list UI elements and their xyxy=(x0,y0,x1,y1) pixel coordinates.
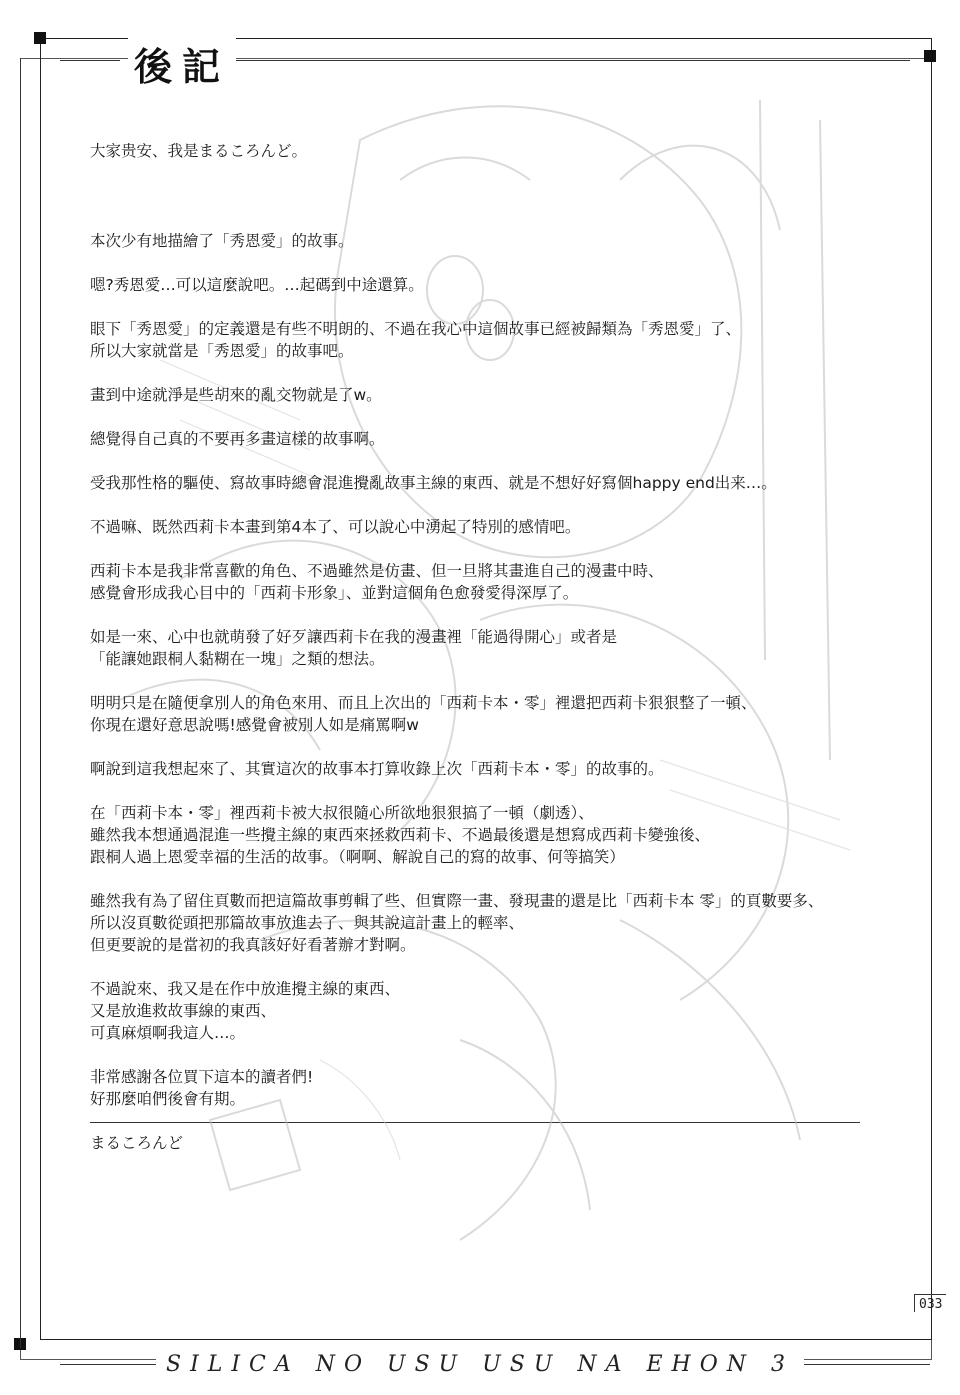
paragraph-line: 眼下「秀恩愛」的定義還是有些不明朗的、不過在我心中這個故事已經被歸類為「秀恩愛」了、 xyxy=(90,320,742,338)
paragraph xyxy=(90,626,930,670)
page-heading: 後記 xyxy=(128,36,236,91)
paragraph xyxy=(90,230,930,252)
footer-title: SILICA NO USU USU NA EHON 3 xyxy=(156,1352,804,1377)
paragraph-line: 雖然我有為了留住頁數而把這篇故事剪輯了些、但實際一畫、發現畫的還是比「西莉卡本 零」的頁數要多、 xyxy=(90,892,824,910)
paragraph xyxy=(90,692,930,736)
paragraph-line: 受我那性格的驅使、寫故事時總會混進攪亂故事主線的東西、就是不想好好寫個happy end出来…。 xyxy=(90,474,777,492)
paragraph-line: まるころんど xyxy=(90,1134,184,1152)
paragraph-line: 西莉卡本是我非常喜歡的角色、不過雖然是仿畫、但一旦將其畫進自己的漫畫中時、 xyxy=(90,562,664,580)
paragraph xyxy=(90,516,930,538)
paragraph-line: 畫到中途就淨是些胡來的亂交物就是了w。 xyxy=(90,386,382,404)
paragraph-line: 跟桐人過上恩愛幸福的生活的故事。（啊啊、解說自己的寫的故事、何等搞笑） xyxy=(90,848,625,866)
paragraph-line: 如是一來、心中也就萌發了好歹讓西莉卡在我的漫畫裡「能過得開心」或者是 xyxy=(90,628,618,646)
page-number: 033 xyxy=(914,1294,946,1312)
paragraph xyxy=(90,802,930,868)
paragraph-line: 所以大家就當是「秀恩愛」的故事吧。 xyxy=(90,342,354,360)
paragraph-line: 你現在還好意思說嗎!感覺會被別人如是痛罵啊w xyxy=(90,716,419,734)
paragraph xyxy=(90,384,930,406)
paragraph xyxy=(90,472,930,494)
paragraph-line: 但更要說的是當初的我真該好好看著辦才對啊。 xyxy=(90,936,416,954)
paragraph xyxy=(90,318,930,362)
paragraph-line: 可真麻煩啊我這人…。 xyxy=(90,1024,246,1042)
afterword-text xyxy=(90,140,930,1176)
paragraph-line: 不過嘛、既然西莉卡本畫到第4本了、可以說心中湧起了特別的感情吧。 xyxy=(90,518,581,536)
paragraph-line: 啊說到這我想起來了、其實這次的故事本打算收錄上次「西莉卡本・零」的故事的。 xyxy=(90,760,664,778)
paragraph-line: 好那麼咱們後會有期。 xyxy=(90,1090,246,1108)
frame-corner-top-right xyxy=(924,50,936,62)
paragraph-line: 所以沒頁數從頭把那篇故事放進去了、與其說這計畫上的輕率、 xyxy=(90,914,525,932)
paragraph-line: 非常感謝各位買下這本的讀者們! xyxy=(90,1068,314,1086)
paragraph xyxy=(90,890,930,956)
paragraph-line: 又是放進救故事線的東西、 xyxy=(90,1002,277,1020)
paragraph-line: 在「西莉卡本・零」裡西莉卡被大叔很隨心所欲地狠狠搞了一頓（劇透）、 xyxy=(90,804,594,822)
paragraph xyxy=(90,560,930,604)
paragraph-line: 不過說來、我又是在作中放進攪主線的東西、 xyxy=(90,980,401,998)
frame-left-edge xyxy=(20,58,21,1348)
paragraph xyxy=(90,274,930,296)
paragraph-line: 明明只是在隨便拿別人的角色來用、而且上次出的「西莉卡本・零」裡還把西莉卡狠狠整了一頓、 xyxy=(90,694,757,712)
paragraph-line: 「能讓她跟桐人黏糊在一塊」之類的想法。 xyxy=(90,650,385,668)
frame-corner-top-left xyxy=(34,32,46,44)
paragraph xyxy=(90,758,930,780)
paragraph-line: 感覺會形成我心目中的「西莉卡形象」、並對這個角色愈發愛得深厚了。 xyxy=(90,584,579,602)
paragraph xyxy=(90,978,930,1044)
paragraph-line: 總覺得自己真的不要再多畫這樣的故事啊。 xyxy=(90,430,385,448)
paragraph-line: 雖然我本想通過混進一些攪主線的東西來拯救西莉卡、不過最後還是想寫成西莉卡變強後、 xyxy=(90,826,711,844)
paragraph xyxy=(90,140,930,162)
footer-title-wrap xyxy=(0,1352,960,1377)
paragraph xyxy=(90,428,930,450)
paragraph-line: 大家贵安、我是まるころんど。 xyxy=(90,142,308,160)
paragraph-line: 嗯?秀恩愛…可以這麼說吧。…起碼到中途還算。 xyxy=(90,276,424,294)
paragraph-line: 本次少有地描繪了「秀恩愛」的故事。 xyxy=(90,232,354,250)
paragraph xyxy=(90,1132,930,1154)
paragraph xyxy=(90,1066,930,1110)
